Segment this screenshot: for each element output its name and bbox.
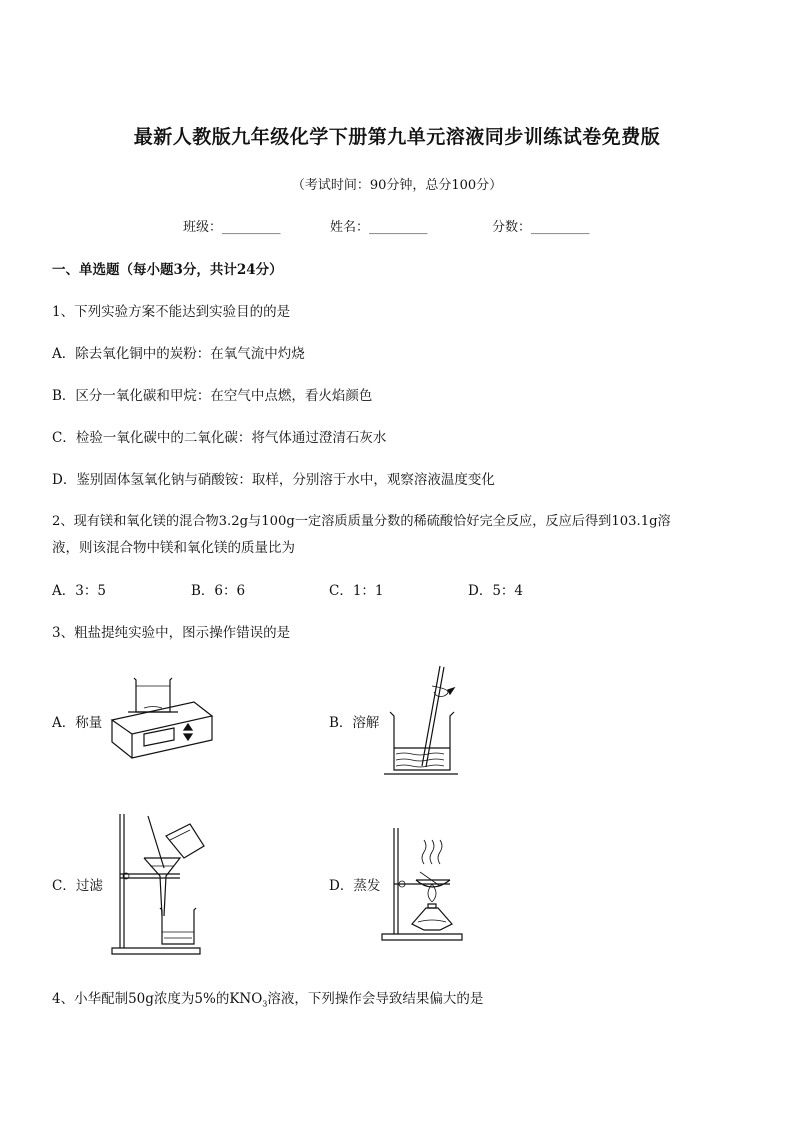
score-field: 分数：_________: [492, 220, 590, 235]
page-title: 最新人教版九年级化学下册第九单元溶液同步训练试卷免费版: [133, 126, 661, 148]
name-field: 姓名：_________: [330, 220, 428, 235]
q1-option-c: C．检验一氧化碳中的二氧化碳：将气体通过澄清石灰水: [52, 430, 387, 446]
q2-option-c: C．1：1: [329, 583, 384, 599]
q2-stem-line1: 2、现有镁和氧化镁的混合物3.2g与100g一定溶质质量分数的稀硫酸恰好完全反应，反应后得到103.1g溶: [52, 514, 671, 529]
q3-option-a-label: A．称量: [52, 715, 103, 731]
q2-option-a: A．3：5: [52, 583, 106, 599]
q2-option-b: B．6：6: [191, 583, 246, 599]
q4-stem-text-end: 溶液，下列操作会导致结果偏大的是: [267, 991, 484, 1007]
q3-stem: 3、粗盐提纯实验中，图示操作错误的是: [52, 625, 291, 641]
q1-stem: 1、下列实验方案不能达到实验目的的是: [52, 304, 291, 320]
section-heading: 一、单选题（每小题3分，共计24分）: [52, 262, 283, 278]
q3-option-c-label: C．过滤: [52, 878, 103, 894]
exam-duration-note: （考试时间：90分钟，总分100分）: [291, 178, 503, 193]
q1-option-b: B．区分一氧化碳和甲烷：在空气中点燃，看火焰颜色: [52, 388, 373, 404]
filtration-figure: [110, 810, 210, 956]
dissolving-figure: [382, 662, 466, 780]
q1-option-a: A．除去氧化铜中的炭粉：在氧气流中灼烧: [52, 346, 305, 362]
balance-weighing-figure: [108, 672, 218, 764]
q4-stem-text-start: 4、小华配制50g浓度为5%的KNO: [52, 991, 263, 1007]
q1-option-d: D．鉴别固体氢氧化钠与硝酸铵：取样，分别溶于水中，观察溶液温度变化: [52, 472, 495, 488]
q3-option-d-label: D．蒸发: [329, 878, 381, 894]
q4-stem: [52, 987, 483, 1009]
evaporation-figure: [380, 822, 466, 946]
class-field: 班级：_________: [183, 220, 281, 235]
q4-stem-subscript: 3: [262, 999, 268, 1009]
q2-stem-line2: 液，则该混合物中镁和氧化镁的质量比为: [52, 540, 295, 556]
q3-option-b-label: B．溶解: [329, 715, 380, 731]
q2-option-d: D．5：4: [468, 583, 524, 599]
